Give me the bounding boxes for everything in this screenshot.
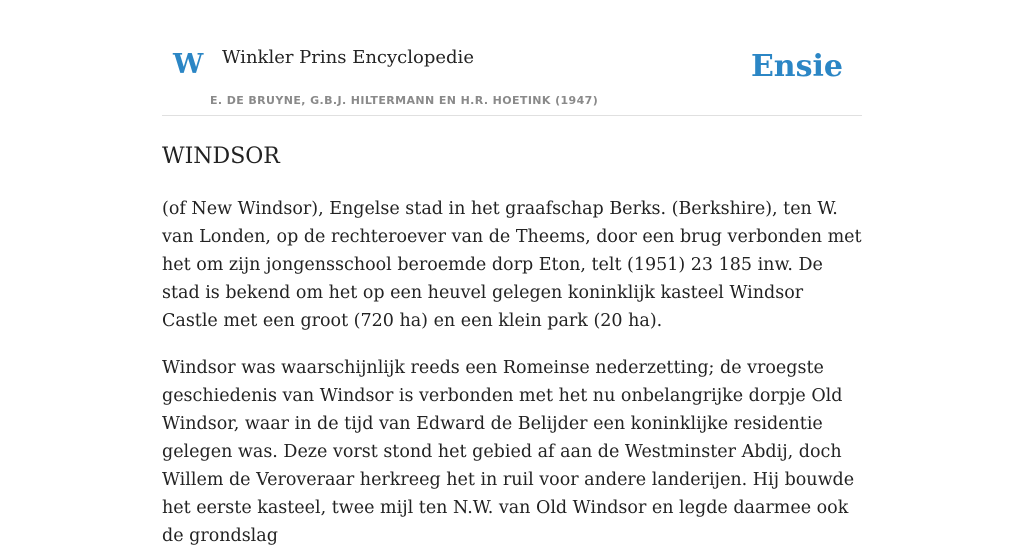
source-authors: E. DE BRUYNE, G.B.J. HILTERMANN EN H.R. HOETINK (1947) <box>210 94 599 107</box>
source-title[interactable]: Winkler Prins Encyclopedie <box>222 47 474 68</box>
winkler-prins-logo[interactable]: W <box>173 49 204 80</box>
article-paragraph: (of New Windsor), Engelse stad in het graafschap Berks. (Berkshire), ten W. van Londen, op de rechteroever van de Theems, door een brug verbonden met het om zijn jongensschool beroemde dorp Eton, telt (1951) 23 185 inw. De stad is bekend om het op een heuvel gelegen koninklijk kasteel Windsor Castle met een groot (720 ha) en een klein park (20 ha). <box>162 199 862 331</box>
article-paragraph: Windsor was waarschijnlijk reeds een Romeinse nederzetting; de vroegste geschiedenis van Windsor is verbonden met het nu onbelangrijke dorpje Old Windsor, waar in de tijd van Edward de Belijder een koninklijke residentie gelegen was. Deze vorst stond het gebied af aan de Westminster Abdij, doch Willem de Veroveraar herkreeg het in ruil voor andere landerijen. Hij bouwde het eerste kasteel, twee mijl ten N.W. van Old Windsor en legde daarmee ook de grondslag <box>162 358 855 546</box>
page-content <box>162 0 862 550</box>
source-header <box>162 0 862 116</box>
article-headword: WINDSOR <box>162 144 280 169</box>
ensie-logo[interactable]: Ensie <box>750 49 843 84</box>
